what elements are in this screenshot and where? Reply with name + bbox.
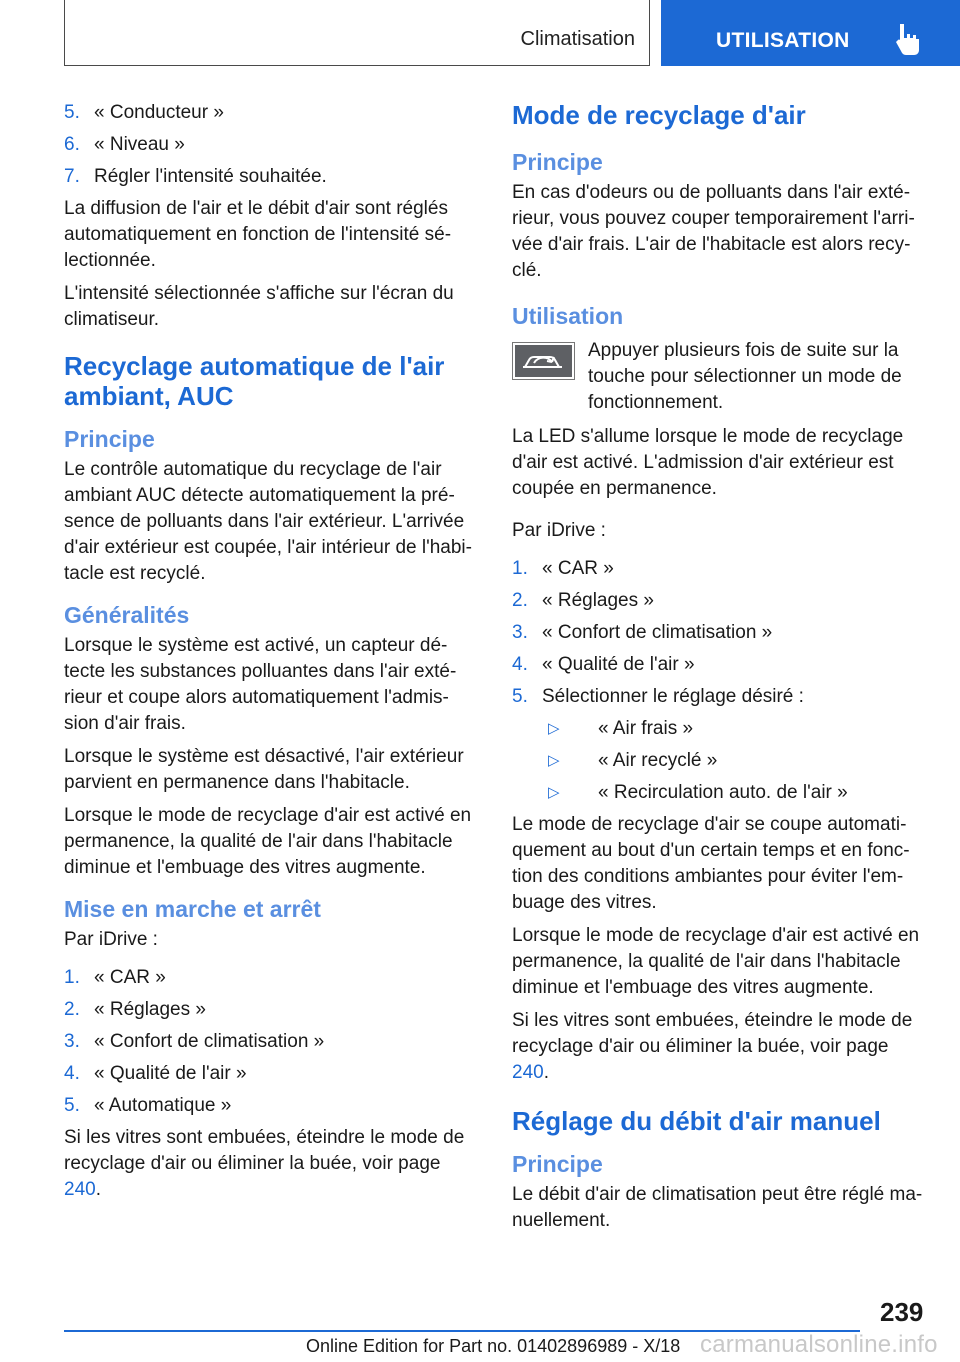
page-number: 239 [880,1297,924,1327]
chapter-tab-label: UTILISATION [716,29,850,52]
watermark-brand: carmanualsonline.info [700,1331,938,1358]
chapter-tab[interactable] [661,0,960,66]
triangle-bullet-icon: ▷ [548,752,560,769]
heading-generalites: Généralités [64,602,190,628]
paragraph-idrive: Par iDrive : [512,520,606,541]
triangle-bullet-icon: ▷ [548,784,560,801]
list-item: 4. « Qualité de l'air » [64,1063,247,1084]
list-item: 5. Sélectionner le réglage désiré : [512,686,804,707]
list-item: 7. Régler l'intensité souhaitée. [64,166,327,187]
paragraph-buee: Si les vitres sont embuées, éteindre le mode de recyclage d'air ou éliminer la buée, voir page 240. [64,1127,465,1200]
footer-edition: Online Edition for Part no. 01402896989 - X/18 [306,1336,681,1356]
heading-utilisation: Utilisation [512,303,624,329]
list-item: 3. « Confort de climatisation » [512,622,773,643]
list-item: 5. « Automatique » [64,1095,232,1116]
list-item: 4. « Qualité de l'air » [512,654,695,675]
paragraph-idrive: Par iDrive : [64,929,158,950]
left-column [64,100,476,1210]
paragraph-gen-2: Lorsque le système est désactivé, l'air extérieur parvient en permanence dans l'habitacle. [64,746,464,793]
paragraph-debit: Le débit d'air de climatisation peut être réglé manuellement. [512,1184,923,1231]
paragraph-principe: En cas d'odeurs ou de polluants dans l'air extérieur, vous pouvez couper temporairement l'arrivée d'air frais. L'air de l'habitacle est alors recyclé. [512,182,915,281]
heading-principe-2: Principe [512,1151,603,1177]
triangle-bullet-icon: ▷ [548,720,560,737]
page-link[interactable]: 240 [512,1062,544,1083]
right-column [512,100,924,1241]
section-title: Climatisation [520,28,635,50]
paragraph-gen-1: Lorsque le système est activé, un capteur détecte les substances polluantes dans l'air extérieur et coupe alors automatiquement l'admission d'air frais. [64,635,457,734]
sub-list-item: ▷ « Air recyclé » [512,748,924,774]
heading-mise-en-marche: Mise en marche et arrêt [64,896,321,922]
list-item: 5. « Conducteur » [64,102,224,123]
list-item: 3. « Confort de climatisation » [64,1031,325,1052]
list-item: 1. « CAR » [64,967,166,988]
paragraph-led: La LED s'allume lorsque le mode de recyclage d'air est activé. L'admission d'air extérieur est coupée en permanence. [512,426,904,499]
icon-paragraph [512,338,924,416]
pointing-hand-icon [894,22,924,56]
sub-list-item: ▷ « Recirculation auto. de l'air » [512,780,924,806]
page-link[interactable]: 240 [64,1179,96,1200]
paragraph-permanence: Lorsque le mode de recyclage d'air est activé en permanence, la qualité de l'air dans l'habitacle diminue et l'embuage des vitres augmente. [512,925,920,998]
paragraph-gen-3: Lorsque le mode de recyclage d'air est activé en permanence, la qualité de l'air dans l'habitacle diminue et l'embuage des vitres augmente. [64,805,472,878]
list-item: 2. « Réglages » [64,999,206,1020]
header-section-box [64,0,650,66]
list-item: 1. « CAR » [512,558,614,579]
paragraph-intensity-display: L'intensité sélectionnée s'affiche sur l'écran du climatiseur. [64,283,454,330]
paragraph-auto-off: Le mode de recyclage d'air se coupe automatiquement au bout d'un certain temps et en fonction des conditions ambiantes pour éviter l'embuage des vitres. [512,814,910,913]
list-item: 6. « Niveau » [64,134,185,155]
heading-mode-recyclage: Mode de recyclage d'air [512,100,806,130]
paragraph-utilisation: Appuyer plusieurs fois de suite sur la touche pour sélectionner un mode de fonctionnement. [588,340,902,413]
sub-list-item: ▷ « Air frais » [512,716,924,742]
paragraph-buee: Si les vitres sont embuées, éteindre le mode de recyclage d'air ou éliminer la buée, voir page 240. [512,1010,913,1083]
heading-principe: Principe [64,426,155,452]
heading-principe: Principe [512,149,603,175]
air-recirculation-button-icon [512,342,575,380]
paragraph-principe: Le contrôle automatique du recyclage de l'air ambiant AUC détecte automatiquement la présence de polluants dans l'air extérieur. L'arrivée d'air extérieur est coupée, l'air intérieur de l'habitacle est recyclé. [64,459,472,584]
paragraph-diffusion: La diffusion de l'air et le débit d'air sont réglés automatiquement en fonction de l'intensité sélectionnée. [64,198,452,271]
heading-auc: Recyclage automatique de l'air ambiant, AUC [64,351,445,411]
list-item: 2. « Réglages » [512,590,654,611]
heading-debit-manuel: Réglage du débit d'air manuel [512,1106,881,1136]
